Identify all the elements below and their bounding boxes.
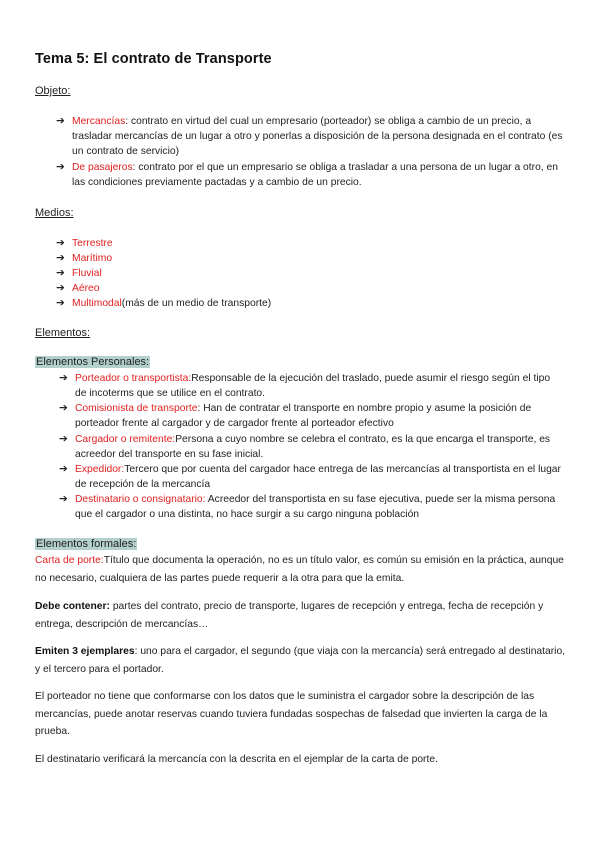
objeto-term: Mercancías	[72, 116, 126, 127]
medios-term: Multimodal	[72, 298, 122, 309]
personales-term: Destinatario o consignatario:	[75, 494, 206, 505]
arrow-icon: ➔	[56, 267, 65, 279]
personales-text: Acreedor del transportista en su fase ejecutiva, puede ser la misma persona que el cargador o una distinta, no hace surgir a su cargo ninguna población	[75, 494, 556, 520]
arrow-icon: ➔	[59, 402, 68, 414]
destinatario-paragraph: El destinatario verificará la mercancía con la descrita en el ejemplar de la carta de porte.	[35, 754, 438, 765]
medios-item	[56, 281, 566, 296]
arrow-icon: ➔	[59, 463, 68, 475]
arrow-icon: ➔	[56, 161, 65, 173]
medios-term: Aéreo	[72, 283, 100, 294]
arrow-icon: ➔	[56, 115, 65, 127]
personales-item	[59, 401, 564, 431]
medios-heading: Medios:	[35, 207, 74, 219]
personales-item	[59, 462, 564, 492]
porteador-paragraph: El porteador no tiene que conformarse con los datos que le suministra el cargador sobre la descripción de las mercancías, puede anotar reservas cuando tuviera fundadas sospechas de falsedad que invierten la carga de la prueba.	[35, 691, 548, 737]
medios-item	[56, 266, 566, 281]
personales-heading: Elementos Personales:	[36, 356, 150, 368]
debe-contener-paragraph	[35, 598, 567, 633]
arrow-icon: ➔	[59, 433, 68, 445]
objeto-heading: Objeto:	[35, 85, 71, 97]
medios-term: Fluvial	[72, 268, 102, 279]
personales-text: Persona a cuyo nombre se celebra el contrato, es la que encarga el transporte, es acreedor del transporte en su fase inicial.	[75, 434, 551, 460]
emiten-text: : uno para el cargador, el segundo (que viaja con la mercancía) será entregado al destinatario, y el tercero para el portador.	[35, 646, 566, 675]
personales-term: Porteador o transportista:	[75, 373, 192, 384]
carta-de-porte-paragraph	[35, 552, 567, 587]
arrow-icon: ➔	[59, 372, 68, 384]
medios-item	[56, 236, 566, 251]
objeto-item-pasajeros	[56, 160, 566, 190]
medios-term: Terrestre	[72, 238, 113, 249]
medios-term: Marítimo	[72, 253, 113, 264]
emiten-label: Emiten 3 ejemplares	[35, 646, 135, 657]
objeto-text: : contrato por el que un empresario se obliga a trasladar a una persona de un lugar a otro, en las condiciones previamente pactadas y a cambio de un precio.	[72, 162, 558, 188]
personales-item	[59, 371, 564, 401]
personales-term: Comisionista de transporte	[75, 403, 198, 414]
emiten-paragraph	[35, 643, 567, 678]
personales-item	[59, 492, 564, 522]
arrow-icon: ➔	[59, 493, 68, 505]
debe-label: Debe contener:	[35, 601, 110, 612]
objeto-term: De pasajeros	[72, 162, 133, 173]
personales-text: Responsable de la ejecución del traslado, puede asumir el riesgo según el tipo de incoterms que se utilice en el contrato.	[75, 373, 551, 399]
debe-text: partes del contrato, precio de transporte, lugares de recepción y entrega, fecha de recepción y entrega, descripción de mercancías…	[35, 601, 544, 630]
personales-term: Cargador o remitente:	[75, 434, 176, 445]
objeto-item-mercancias	[56, 114, 566, 159]
page-title: Tema 5: El contrato de Transporte	[35, 51, 272, 67]
carta-term: Carta de porte:	[35, 555, 104, 566]
personales-text: : Han de contratar el transporte en nombre propio y asume la posición de porteador frente al cargador y de cargador frente al porteador efectivo	[75, 403, 532, 429]
formales-heading: Elementos formales:	[36, 538, 137, 550]
medios-text: (más de un medio de transporte)	[121, 298, 272, 309]
elementos-heading: Elementos:	[35, 327, 91, 339]
personales-text: Tercero que por cuenta del cargador hace entrega de las mercancías al transportista en el lugar de recepción de la mercancía	[75, 464, 561, 490]
personales-term: Expedidor:	[75, 464, 125, 475]
arrow-icon: ➔	[56, 282, 65, 294]
arrow-icon: ➔	[56, 297, 65, 309]
carta-text: Título que documenta la operación, no es un título valor, es común su emisión en la práctica, aunque no necesario, cualquiera de las partes puede requerir a la otra para que la emita.	[35, 555, 564, 584]
arrow-icon: ➔	[56, 237, 65, 249]
medios-item	[56, 296, 566, 311]
medios-item	[56, 251, 566, 266]
personales-item	[59, 432, 564, 462]
objeto-text: : contrato en virtud del cual un empresario (porteador) se obliga a cambio de un precio, a trasladar mercancías de un lugar a otro y ponerlas a disposición de la persona designada en el contrato (es un contrato de servicio)	[72, 116, 563, 157]
arrow-icon: ➔	[56, 252, 65, 264]
